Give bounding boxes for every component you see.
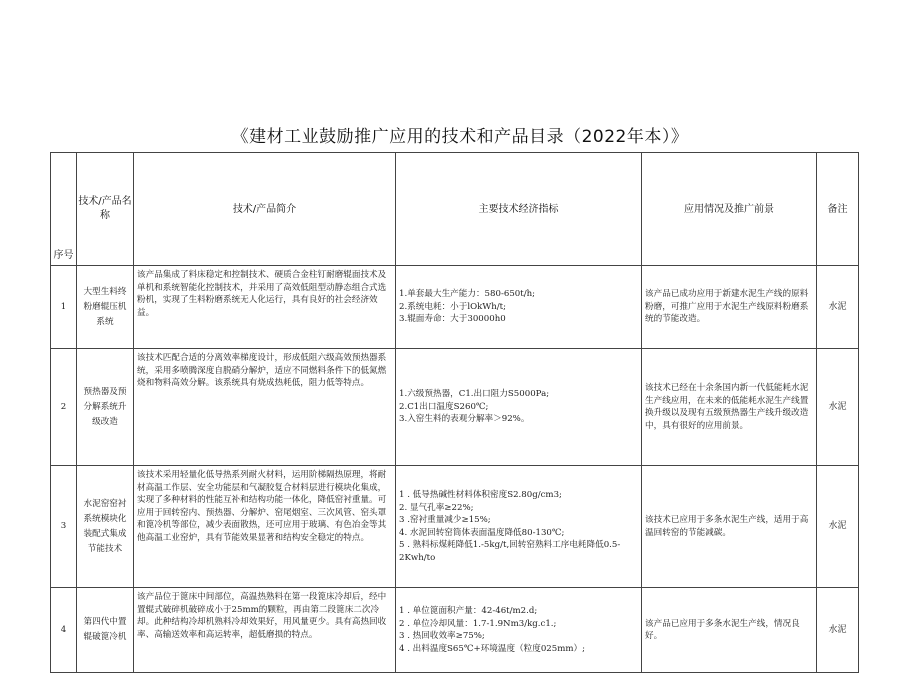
row-name: 大型生料终粉磨辊压机系统 xyxy=(77,266,134,349)
indicator-line: 4. 水泥回转窑筒体表面温度降低80-130℃; xyxy=(399,527,565,538)
table-row xyxy=(51,266,859,349)
table-row xyxy=(51,349,859,466)
row-no: 4 xyxy=(51,588,77,673)
row-indicators xyxy=(396,588,642,673)
row-no: 1 xyxy=(51,266,77,349)
row-intro: 该产品位于篦床中间部位，高温热熟料在第一段篦床冷却后，经中置辊式破碎机破碎成小于25mm的颗粒，再由第二段篦床二次冷却。此种结构冷却机熟料冷却效果好，用风量更少。具有高热回收率、高输送效率和高运转率，超低磨损的特点。 xyxy=(134,588,396,673)
row-indicators xyxy=(396,266,642,349)
indicator-line: 2.系统电耗：小于lOkWh/t; xyxy=(399,301,506,312)
row-remark: 水泥 xyxy=(817,266,859,349)
row-application: 该产品已成功应用于新建水泥生产线的原料粉磨，可推广应用于水泥生产线原料粉磨系统的节能改造。 xyxy=(642,266,817,349)
indicator-line: 1.单套最大生产能力：580-650t/h; xyxy=(399,289,536,300)
header-name: 技术/产品名称 xyxy=(77,153,134,266)
row-intro: 该产品集成了料床稳定和控制技术、硬质合金柱钉耐磨辊面技术及单机和系统智能化控制技术，并采用了高效低阻型动静态组合式选粉机，实现了生料粉磨系统无人化运行，具有良好的社会经济效益。 xyxy=(134,266,396,349)
row-remark: 水泥 xyxy=(817,349,859,466)
page-title: 《建材工业鼓励推广应用的技术和产品目录（2022年本）》 xyxy=(231,127,689,147)
row-intro: 该技术匹配合适的分离效率梯度设计，形成低阻六级高效预热器系统，采用多喷腾深度自脱硝分解炉，适应不同燃料条件下的低氮燃烧和物料高效分解。该系统具有烧成热耗低，阻力低等特点。 xyxy=(134,349,396,466)
header-application: 应用情况及推广前景 xyxy=(642,153,817,266)
header-no: 序号 xyxy=(51,153,77,266)
row-application: 该技术已应用于多条水泥生产线，适用于高温回转窑的节能减碳。 xyxy=(642,466,817,588)
row-application: 该技术已经在十余条国内新一代低能耗水泥生产线应用，在未来的低能耗水泥生产线置换升级以及现有五级预热器生产线升级改造中，具有很好的应用前景。 xyxy=(642,349,817,466)
indicator-line: 1 . 单位篦面积产量：42-46t/m2.d; xyxy=(399,606,538,616)
indicator-line: 4 . 出料温度S65℃+环境温度（粒度025mm）; xyxy=(399,643,586,654)
row-remark: 水泥 xyxy=(817,466,859,588)
table-row xyxy=(51,466,859,588)
row-no: 3 xyxy=(51,466,77,588)
row-indicators xyxy=(396,466,642,588)
header-remark: 备注 xyxy=(817,153,859,266)
row-name: 第四代中置辊破篦冷机 xyxy=(77,588,134,673)
row-application: 该产品已应用于多条水泥生产线，情况良好。 xyxy=(642,588,817,673)
row-indicators xyxy=(396,349,642,466)
indicator-line: 2.C1出口温度S260℃; xyxy=(399,401,489,412)
row-remark: 水泥 xyxy=(817,588,859,673)
header-indicators: 主要技术经济指标 xyxy=(396,153,642,266)
header-intro: 技术/产品简介 xyxy=(134,153,396,266)
table-header-row xyxy=(51,153,859,266)
indicator-line: 3.入窑生料的表观分解率＞92%。 xyxy=(399,414,530,425)
indicator-line: 5 . 熟料标煤耗降低1.-5kg/t,回转窑熟料工序电耗降低0.5- xyxy=(399,540,621,550)
indicator-line: 3 . 热回收效率≥75%; xyxy=(399,631,485,641)
indicator-line: 1.六级预热器，C1.出口阻力S5000Pa; xyxy=(399,389,550,400)
indicator-line: 3.辊面寿命：大于30000h0 xyxy=(399,314,506,325)
row-no: 2 xyxy=(51,349,77,466)
indicator-line: 2 . 单位冷却风量：1.7-1.9Nm3/kg.c1.; xyxy=(399,618,557,629)
indicator-line: 1 . 低导热碱性材料体积密度S2.80g/cm3; xyxy=(399,490,562,500)
row-name: 预热器及预分解系统升级改造 xyxy=(77,349,134,466)
row-name: 水泥窑窑衬系统模块化装配式集成节能技术 xyxy=(77,466,134,588)
indicator-line: 3 .窑衬重量减少≥15%; xyxy=(399,515,491,525)
row-intro: 该技术采用轻量化低导热系列耐火材料，运用阶梯隔热原理，将耐材高温工作层、安全功能层和气凝胶复合材料层进行模块化集成，实现了多种材料的性能互补和结构功能一体化，降低窑衬重量。可应用于回转窑内、预热器、分解炉、窑尾烟室、三次风管、窑头罩和篦冷机等部位，减少表面散热，还可应用于玻璃、有色冶金等其他高温工业窑炉，具有节能效果显著和结构安全稳定的特点。 xyxy=(134,466,396,588)
indicator-line: 2. 显气孔率≥22%; xyxy=(399,502,474,513)
table-row xyxy=(51,588,859,673)
catalog-table xyxy=(50,152,859,673)
indicator-line: 2Kwh/to xyxy=(399,552,436,563)
